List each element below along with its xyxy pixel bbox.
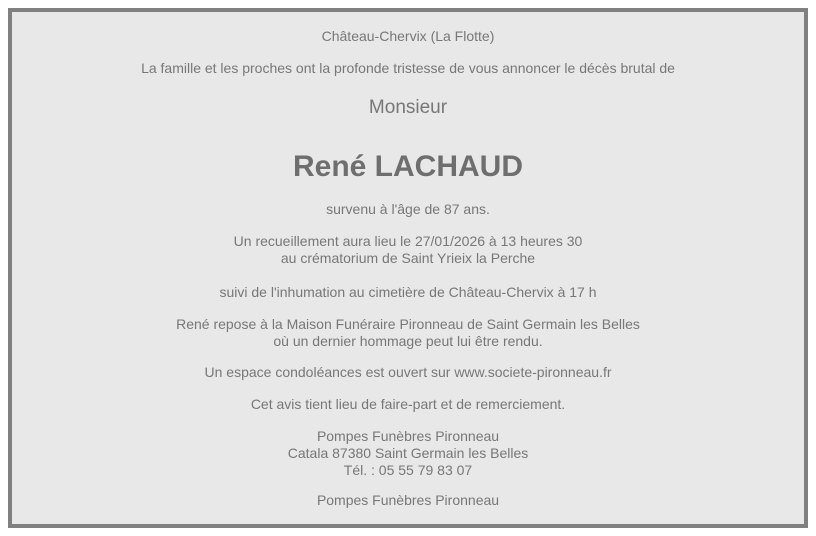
location: Château-Chervix (La Flotte)	[321, 28, 495, 44]
deceased-name: René LACHAUD	[292, 150, 523, 183]
signature: Pompes Funèbres Pironneau	[316, 492, 500, 508]
ceremony-line-1: Un recueillement aura lieu le 27/01/2026 à 13 heures 30	[233, 233, 583, 249]
deceased-title: Monsieur	[368, 97, 448, 118]
rest-line-2: où un dernier hommage peut lui être rendu.	[273, 333, 543, 349]
notice-statement: Cet avis tient lieu de faire-part et de remerciement.	[250, 396, 566, 412]
rest-line-1: René repose à la Maison Funéraire Pironneau de Saint Germain les Belles	[176, 316, 640, 332]
company-name: Pompes Funèbres Pironneau	[316, 428, 500, 444]
company-phone: Tél. : 05 55 79 83 07	[343, 462, 473, 478]
burial-text: suivi de l'inhumation au cimetière de Château-Chervix à 17 h	[219, 284, 597, 300]
company-address: Catala 87380 Saint Germain les Belles	[287, 445, 529, 461]
ceremony-line-2: au crématorium de Saint Yrieix la Perche	[280, 250, 536, 266]
age-text: survenu à l'âge de 87 ans.	[326, 201, 490, 217]
intro-text: La famille et les proches ont la profonde tristesse de vous annoncer le décès brutal de	[141, 60, 675, 76]
condolences-text: Un espace condoléances est ouvert sur www.societe-pironneau.fr	[204, 364, 612, 380]
